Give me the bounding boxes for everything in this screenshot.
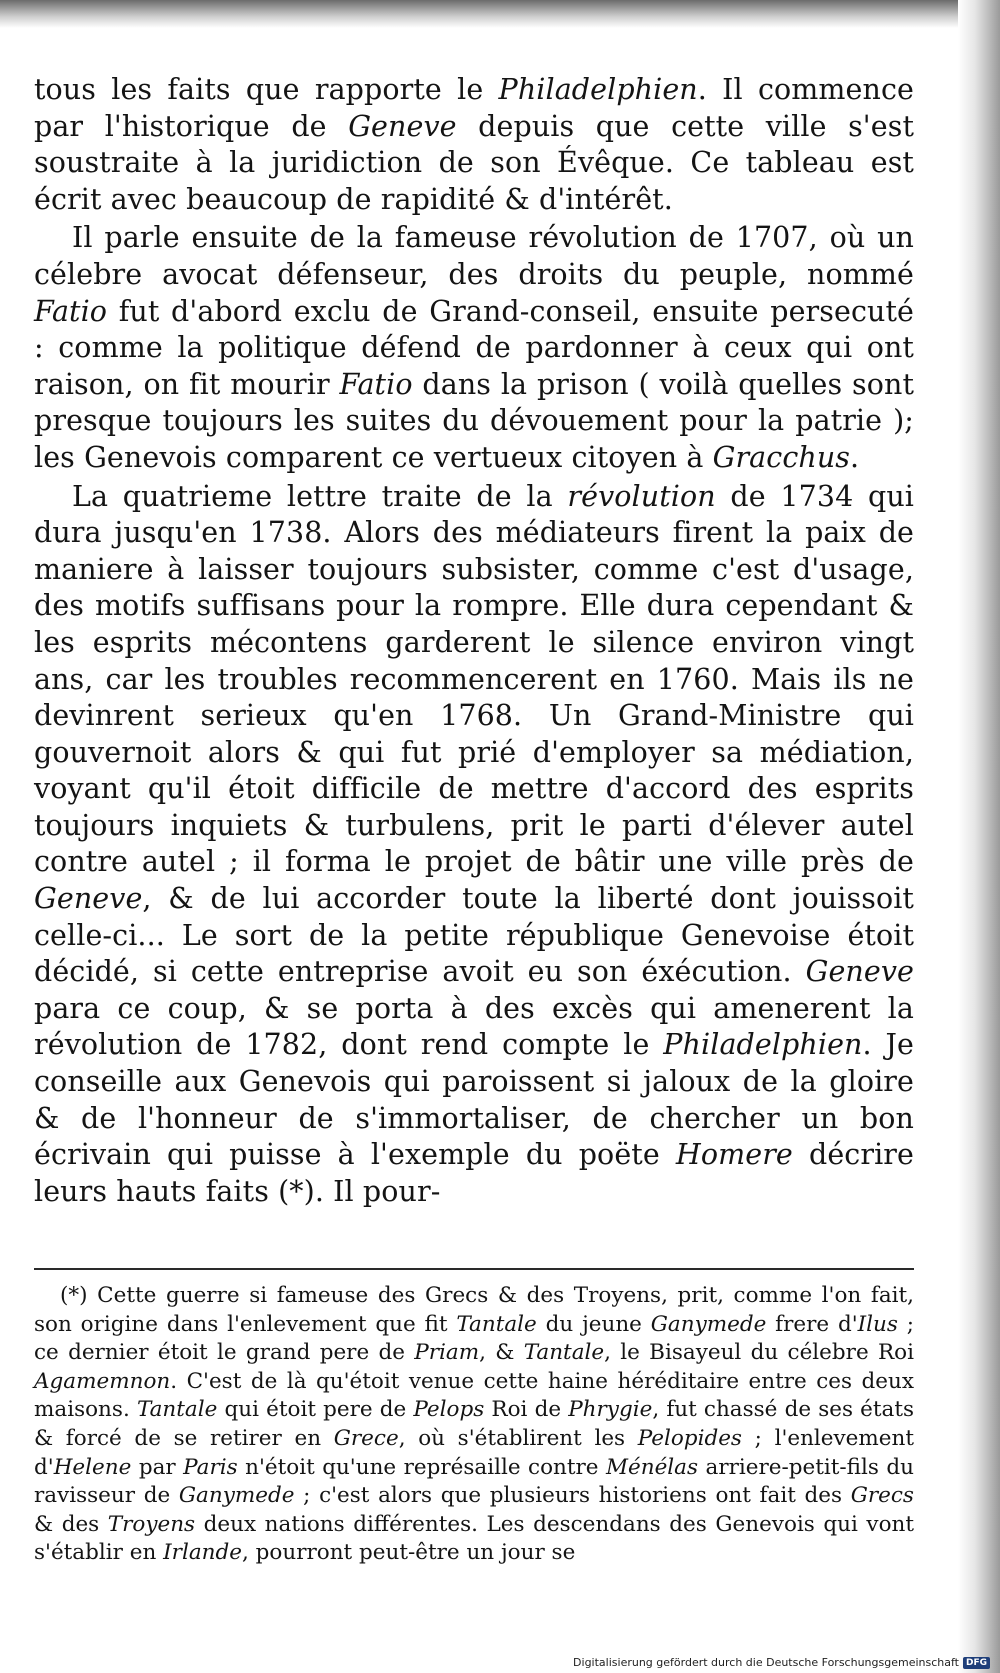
paragraph-3 xyxy=(34,479,914,1211)
text-run: arriere-petit-fils du ravisseur de xyxy=(34,1454,914,1509)
italic-text: Priam xyxy=(414,1340,480,1366)
text-run: tous les faits que rapporte le xyxy=(34,73,499,106)
italic-text: Tantale xyxy=(456,1311,537,1337)
text-run: . xyxy=(850,440,860,474)
text-run: , le Bisayeul du célebre Roi xyxy=(604,1340,914,1366)
italic-text: Philadelphien xyxy=(663,1028,863,1062)
credit-text: Digitalisierung gefördert durch die Deutsche Forschungsgemeinschaft xyxy=(573,1656,959,1669)
footnote-area xyxy=(34,1282,914,1568)
text-run: Il parle ensuite de la fameuse révolution de 1707, où un célebre avocat défenseur, des droits du peuple, nommé xyxy=(34,221,914,291)
text-run: , & xyxy=(479,1340,524,1366)
scan-edge-top xyxy=(0,0,1000,28)
text-run: , fut chassé de ses états & forcé de se retirer en xyxy=(34,1397,915,1451)
dfg-logo-icon: DFG xyxy=(963,1657,990,1669)
footnote-rule xyxy=(34,1268,914,1270)
italic-text: Fatio xyxy=(34,294,108,328)
italic-text: Paris xyxy=(183,1454,238,1480)
italic-text: Geneve xyxy=(805,955,914,989)
italic-text: révolution xyxy=(567,479,716,513)
text-run: par xyxy=(131,1454,184,1480)
italic-text: Gracchus xyxy=(712,440,851,474)
text-run: qui étoit pere de xyxy=(217,1397,414,1423)
text-run: & des xyxy=(34,1511,108,1537)
italic-text: Homere xyxy=(675,1138,793,1172)
paragraph-2 xyxy=(34,220,914,476)
italic-text: Ménélas xyxy=(606,1454,699,1480)
text-run: ; c'est alors que plusieurs historiens ont fait des xyxy=(294,1483,851,1509)
text-run: ; l'enlevement d' xyxy=(34,1425,914,1480)
text-run: . C'est de là qu'étoit venue cette haine héréditaire entre ces deux maisons. xyxy=(34,1368,914,1423)
italic-text: Irlande xyxy=(163,1540,242,1566)
italic-text: Helene xyxy=(53,1454,132,1480)
text-run: . Il commence par l'historique de xyxy=(34,73,914,143)
text-run: ; ce dernier étoit le grand pere de xyxy=(34,1311,915,1366)
italic-text: Tantale xyxy=(523,1340,605,1366)
text-run: décrire leurs hauts faits (*). Il pour- xyxy=(34,1138,914,1208)
text-run: fut d'abord exclu de Grand-conseil, ensuite persecuté : comme la politique défend de pardonner à ceux qui ont raison, on fit mourir xyxy=(34,294,914,401)
italic-text: Phrygie xyxy=(568,1397,653,1423)
text-run: n'étoit qu'une représaille contre xyxy=(237,1454,606,1480)
text-run: depuis que cette ville s'est soustraite à la juridiction de son Évêque. Ce tableau est écrit avec beaucoup de rapidité & d'intérêt. xyxy=(34,109,914,216)
italic-text: Grece xyxy=(333,1425,399,1451)
text-run: du jeune xyxy=(536,1311,651,1337)
text-run: . Je conseille aux Genevois qui paroissent si jaloux de la gloire & de l'honneur de s'immortaliser, de chercher un bon écrivain qui puisse à l'exemple du poëte xyxy=(34,1028,915,1172)
text-run: de 1734 qui dura jusqu'en 1738. Alors des médiateurs firent la paix de maniere à laisser toujours subsister, comme c'est d'usage, des motifs suffisans pour la rompre. Elle dura cependant & les esprits mécontens garderent le silence environ vingt ans, car les troubles recommencerent en 1760. Mais ils ne devinrent serieux qu'en 1768. Un Grand-Ministre qui gouvernoit alors & qui fut prié d'employer sa médiation, voyant qu'il étoit difficile de mettre d'accord des esprits toujours inquiets & turbulens, prit le parti d'élever autel contre autel ; il forma le projet de bâtir une ville près de xyxy=(34,479,914,879)
italic-text: Pelops xyxy=(413,1397,485,1423)
italic-text: Agamemnon xyxy=(34,1368,171,1394)
text-run: La quatrieme lettre traite de la xyxy=(72,479,568,513)
digitization-credit xyxy=(573,1656,990,1669)
text-run: , pourront peut-être un jour se xyxy=(241,1540,576,1566)
italic-text: Pelopides xyxy=(637,1425,742,1451)
text-run: , & de lui accorder toute la liberté dont jouissoit celle-ci... Le sort de la petite république Genevoise étoit décidé, si cette entreprise avoit eu son éxécution. xyxy=(34,882,914,989)
italic-text: Ganymede xyxy=(178,1483,295,1509)
text-run: , où s'établirent les xyxy=(398,1425,638,1451)
text-run: para ce coup, & se porta à des excès qui amenerent la révolution de 1782, dont rend compte le xyxy=(34,991,914,1062)
page-body xyxy=(34,72,914,1210)
paragraph-1 xyxy=(34,72,914,218)
italic-text: Troyens xyxy=(107,1511,196,1537)
text-run: deux nations différentes. Les descendans des Genevois qui vont s'établir en xyxy=(34,1511,914,1566)
italic-text: Geneve xyxy=(348,109,457,143)
text-run: (*) Cette guerre si fameuse des Grecs & des Troyens, prit, comme l'on fait, son origine dans l'enlevement que fit xyxy=(34,1283,914,1337)
text-run: Roi de xyxy=(484,1397,569,1423)
italic-text: Ganymede xyxy=(650,1311,767,1337)
italic-text: Philadelphien xyxy=(498,73,698,106)
text-run: frere d' xyxy=(766,1311,858,1337)
scan-edge-right xyxy=(958,0,1000,1673)
italic-text: Tantale xyxy=(136,1397,218,1423)
italic-text: Grecs xyxy=(850,1483,914,1509)
text-run: dans la prison ( voilà quelles sont presque toujours les suites du dévouement pour la patrie ); les Genevois comparent ce vertueux citoyen à xyxy=(34,367,914,474)
italic-text: Geneve xyxy=(34,882,143,916)
footnote xyxy=(34,1282,914,1568)
italic-text: Ilus xyxy=(857,1311,898,1337)
italic-text: Fatio xyxy=(339,367,413,401)
